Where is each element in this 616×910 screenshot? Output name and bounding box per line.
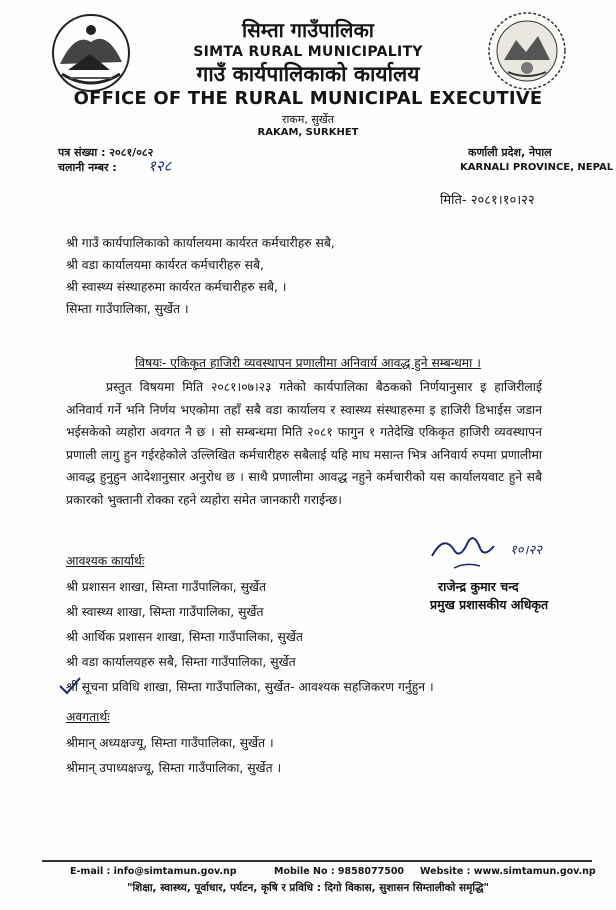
footer-slogan: "शिक्षा, स्वास्थ्य, पूर्वाधार, पर्यटन, कृषि र प्रविधि : दिगो विकास, सुशासन सिम्तालीको समृद्धि" (126, 882, 490, 894)
action-item: श्री आर्थिक प्रशासन शाखा, सिम्ता गाउँपालिका, सुर्खेत (66, 630, 303, 644)
address-en: RAKAM, SURKHET (257, 127, 359, 138)
action-heading: आवश्यक कार्यार्थः (66, 554, 145, 568)
office-name-np: गाउँ कार्यपालिकाको कार्यालय (196, 62, 420, 86)
footer-mobile: Mobile No : 9858077500 (274, 866, 405, 877)
action-item: श्री स्वास्थ्य शाखा, सिम्ता गाउँपालिका, सुर्खेत (66, 605, 264, 619)
footer-divider (42, 860, 592, 862)
footer-website: Website : www.simtamun.gov.np (420, 866, 596, 877)
recipients-block (66, 232, 335, 320)
action-item: श्री वडा कार्यालयहरु सबै, सिम्ता गाउँपालिका, सुर्खेत (66, 655, 296, 669)
action-item: श्री प्रशासन शाखा, सिम्ता गाउँपालिका, सुर्खेत (66, 580, 266, 594)
municipality-name-np: सिम्ता गाउँपालिका (242, 18, 374, 42)
signatory-title: प्रमुख प्रशासकीय अधिकृत (430, 597, 549, 612)
letter-date: मिति- २०८१।१०।२२ (440, 193, 535, 208)
action-item: श्री सूचना प्रविधि शाखा, सिम्ता गाउँपालिका, सुर्खेत- आवश्यक सहजिकरण गर्नुहुन । (66, 680, 434, 694)
municipality-name-en: SIMTA RURAL MUNICIPALITY (193, 44, 423, 60)
info-block (66, 706, 281, 779)
handwritten-signature (424, 528, 514, 572)
recipient-line: श्री स्वास्थ्य संस्थाहरुमा कार्यरत कर्मचारीहरु सबै, । (66, 280, 287, 294)
signatory-name: राजेन्द्र कुमार चन्द (438, 579, 519, 594)
info-item: श्रीमान् उपाध्यक्षज्यू, सिम्ता गाउँपालिका, सुर्खेत । (66, 761, 282, 775)
check-mark-icon (58, 676, 82, 700)
recipient-line: सिम्ता गाउँपालिका, सुर्खेत । (66, 302, 189, 316)
recipient-line: श्री गाउँ कार्यपालिकाको कार्यालयमा कार्यरत कर्मचारीहरु सबै, (66, 236, 335, 250)
recipient-line: श्री वडा कार्यालयमा कार्यरत कर्मचारीहरु सबै, (66, 258, 264, 272)
patra-sankhya: पत्र संख्या : २०८१/०८२ (58, 146, 154, 159)
action-block (66, 550, 434, 698)
province-en: KARNALI PROVINCE, NEPAL (460, 162, 614, 173)
chalani-number-handwritten: १२८ (148, 157, 172, 175)
province-np: कर्णाली प्रदेश, नेपाल (468, 146, 552, 159)
office-name-en: OFFICE OF THE RURAL MUNICIPAL EXECUTIVE (73, 88, 543, 109)
body-paragraph: प्रस्तुत विषयमा मिति २०८१।०७।२३ गतेको कार्यपालिका बैठकको निर्णयानुसार इ हाजिरीलाई अनिवार्य गर्ने भनि निर्णय भएकोमा तहाँ सबै वडा कार्यालय र स्वास्थ्य संस्थाहरुमा इ हाजिरी डिभाईस जडान भईसकेको व्यहोरा अवगत नै छ । सो सम्बन्धमा मिति २०८१ फागुन १ गतेदेखि एकिकृत हाजिरी व्यवस्थापन प्रणाली लागु हुन गईरहेकोले उल्लिखित कर्मचारीहरु सबैलाई यहि माघ मसान्त भित्र अनिवार्य रुपमा प्रणालीमा आवद्ध हुनुहुन आदेशानुसार अनुरोध छ । साथै प्रणालीमा आवद्ध नहुने कर्मचारीको यस कार्यालयवाट हुने सबै प्रकारको भुक्तानी रोक्का रहने व्यहोरा समेत जानकारी गराईन्छ। (66, 380, 542, 507)
chalani-label: चलानी नम्बर : (58, 161, 117, 174)
footer-email: E-mail : info@simtamun.gov.np (70, 866, 237, 877)
info-item: श्रीमान् अध्यक्षज्यू, सिम्ता गाउँपालिका, सुर्खेत । (66, 736, 274, 750)
subject-line (0, 354, 616, 371)
subject-text: विषयः- एकिकृत हाजिरी व्यवस्थापन प्रणालीमा अनिवार्य आवद्ध हुने सम्बन्धमा । (135, 356, 481, 370)
info-heading: अवगतार्थः (66, 710, 110, 724)
signature-date-handwritten: १०।२२ (510, 543, 542, 558)
address-np: राकम, सुर्खेत (281, 113, 335, 126)
